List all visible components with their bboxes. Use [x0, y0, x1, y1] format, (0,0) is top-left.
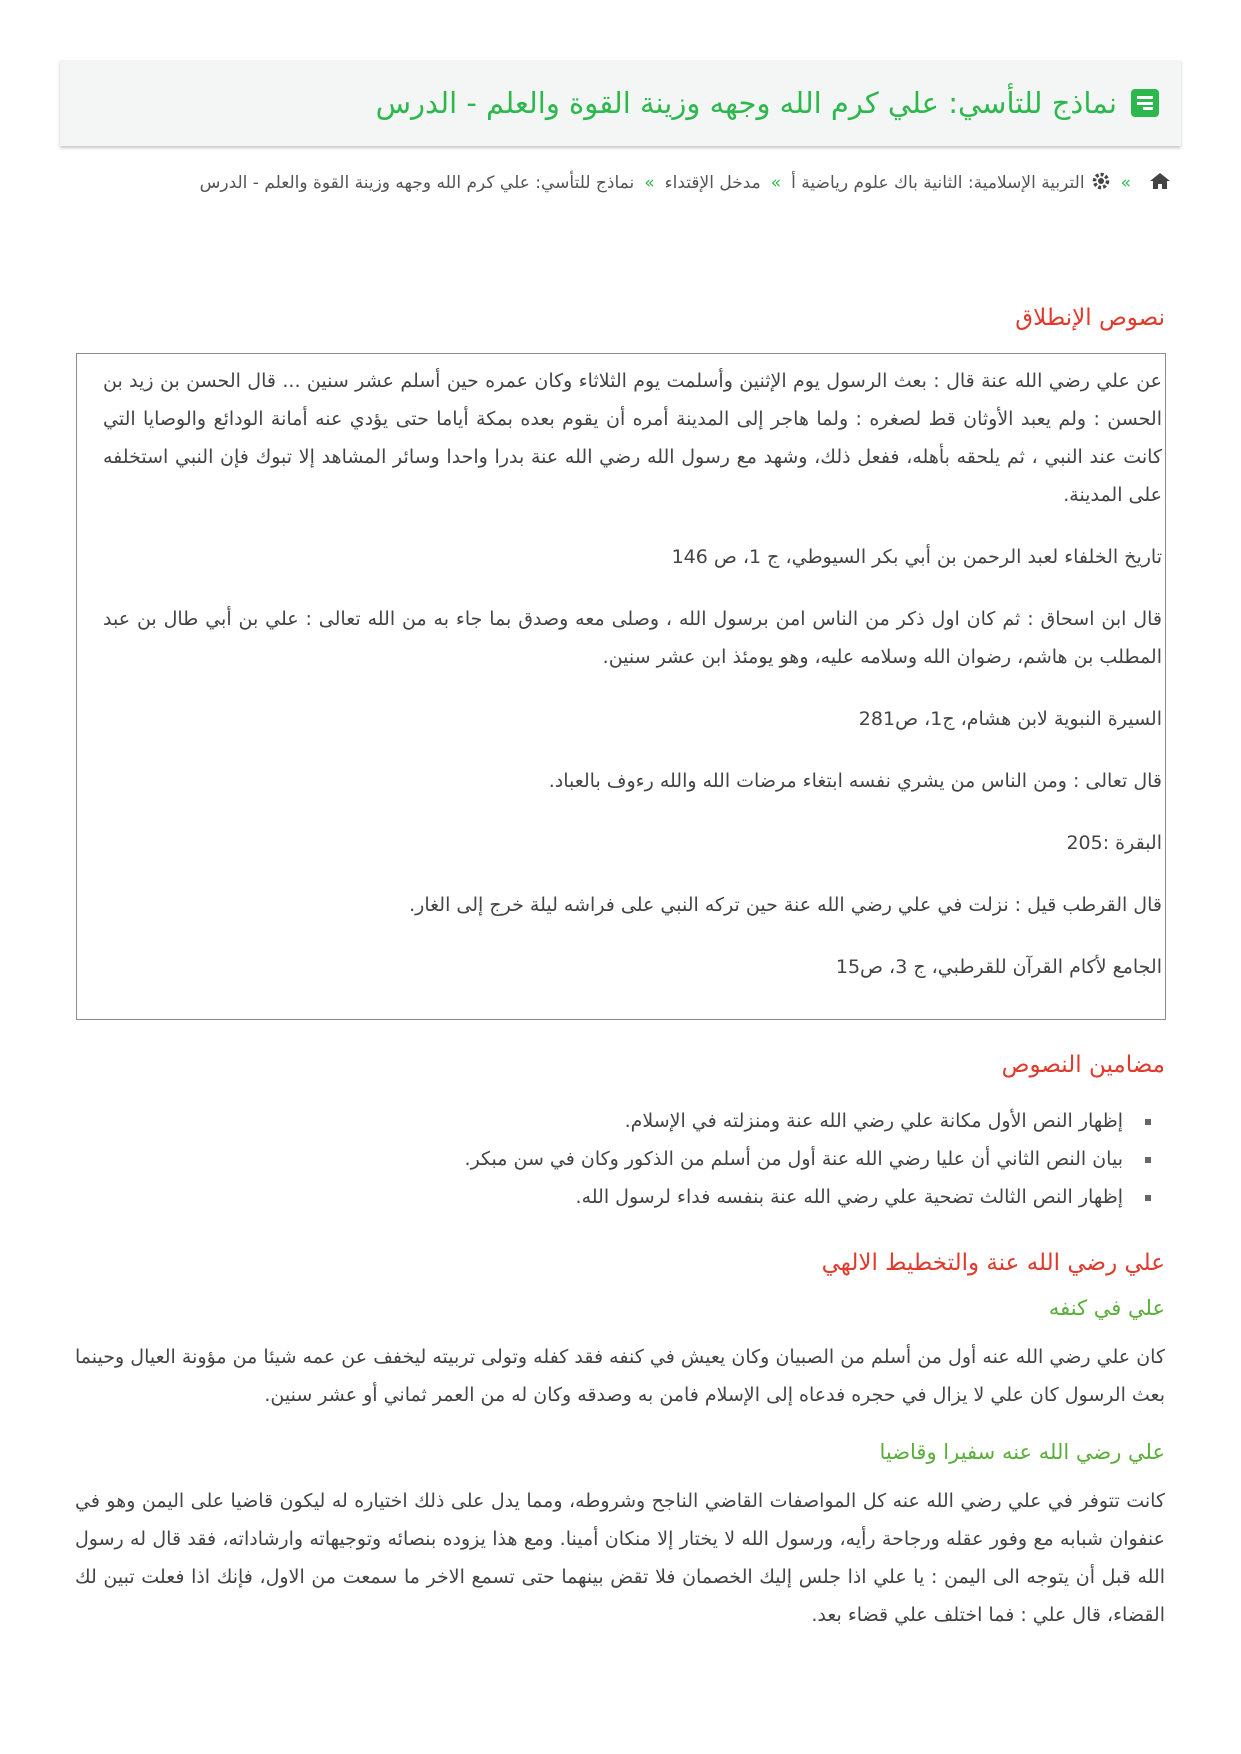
subsection-title-judge: علي رضي الله عنه سفيرا وقاضيا: [879, 1440, 1165, 1464]
page-header: [60, 60, 1181, 146]
launch-text-1: عن علي رضي الله عنة قال : بعث الرسول يوم الإثنين وأسلمت يوم الثلاثاء وكان عمره حين أسلم عشر سنين ... قال الحسن بن زيد بن الحسن : ولم يعبد الأوثان قط لصغره : ولما هاجر إلى المدينة أمره أن يقوم بعده بمكة أياما حتى يؤدي عنه أمانة الودائع والوصايا التي كانت عند النبي ، ثم يلحقه بأهله، ففعل ذلك، وشهد مع رسول الله رضي الله عنة بدرا واحدا وسائر المشاهد إلا تبوك فإن النبي استخلفه على المدينة.: [103, 370, 1162, 506]
breadcrumb-unit[interactable]: مدخل الإقتداء: [664, 173, 761, 193]
launch-citation-3: البقرة :205: [1066, 832, 1162, 854]
breadcrumb: [111, 164, 1171, 202]
breadcrumb-separator: »: [644, 173, 655, 193]
launch-citation-1: تاريخ الخلفاء لعبد الرحمن بن أبي بكر السيوطي، ج 1، ص 146: [671, 546, 1162, 568]
launch-text-3: قال تعالى : ومن الناس من يشري نفسه ابتغاء مرضات الله والله رءوف بالعباد.: [548, 770, 1162, 792]
breadcrumb-subject[interactable]: التربية الإسلامية: الثانية باك علوم رياضية أ: [791, 173, 1085, 193]
page-title: نماذج للتأسي: علي كرم الله وجهه وزينة القوة والعلم - الدرس: [375, 86, 1117, 120]
document-icon: [1131, 89, 1159, 117]
launch-text-4: قال القرطب قيل : نزلت في علي رضي الله عنة حين تركه النبي على فراشه ليلة خرج إلى الغار.: [409, 894, 1162, 916]
breadcrumb-separator: »: [1120, 173, 1131, 193]
launch-texts-box: [76, 353, 1166, 1020]
breadcrumb-separator: »: [770, 173, 782, 193]
breadcrumb-lesson: نماذج للتأسي: علي كرم الله وجهه وزينة القوة والعلم - الدرس: [199, 173, 635, 193]
section-title-divine: علي رضي الله عنة والتخطيط الالهي: [821, 1250, 1165, 1276]
launch-text-2: قال ابن اسحاق : ثم كان اول ذكر من الناس امن برسول الله ، وصلى معه وصدق بما جاء به من الله تعالى : علي بن أبي طال بن عبد المطلب بن هاشم، رضوان الله وسلامه عليه، وهو يومئذ ابن عشر سنين.: [103, 608, 1162, 668]
paragraph-judge: كانت تتوفر في علي رضي الله عنه كل المواصفات القاضي الناجح وشروطه، ومما يدل على ذلك اختياره له ليكون قاضيا على اليمن وهو في عنفوان شبابه مع وفور عقله ورجاحة رأيه، ورسول الله لا يختار إلا منكان أمينا. ومع هذا يزوده بنصائه وتوجيهاته وارشاداته، فقد قال له رسول الله قبل أن يتوجه الى اليمن : يا علي اذا جلس إليك الخصمان فلا تقض بينهما حتى تسمع الاخر ما سمعت من الاول، فإنك اذا فعلت تبين لك القضاء، قال علي : فما اختلف علي قضاء بعد.: [75, 1490, 1165, 1626]
list-item: إظهار النص الأول مكانة علي رضي الله عنة ومنزلته في الإسلام.: [157, 1102, 1157, 1140]
section-title-contents: مضامين النصوص: [1001, 1052, 1165, 1078]
launch-citation-4: الجامع لأكام القرآن للقرطبي، ج 3، ص15: [835, 956, 1162, 978]
section-title-launch: نصوص الإنطلاق: [1015, 305, 1165, 331]
launch-citation-2: السيرة النبوية لابن هشام، ج1، ص281: [858, 708, 1162, 730]
contents-list: [157, 1102, 1157, 1216]
paragraph-kanaf: كان علي رضي الله عنه أول من أسلم من الصبيان وكان يعيش في كنفه فقد كفله وتولى تربيته ليخفف عن عمه شيئا من مؤونة العيال وحينما بعث الرسول كان علي لا يزال في حجره فدعاه إلى الإسلام فامن به وصدقه وكان له من العمر ثماني أو عشر سنين.: [75, 1346, 1165, 1406]
list-item: إظهار النص الثالث تضحية علي رضي الله عنة بنفسه فداء لرسول الله.: [157, 1178, 1157, 1216]
gear-icon: [1091, 167, 1111, 187]
subsection-title-kanaf: علي في كنفه: [1048, 1296, 1165, 1320]
list-item: بيان النص الثاني أن عليا رضي الله عنة أول من أسلم من الذكور وكان في سن مبكر.: [157, 1140, 1157, 1178]
home-icon[interactable]: [1149, 166, 1171, 184]
